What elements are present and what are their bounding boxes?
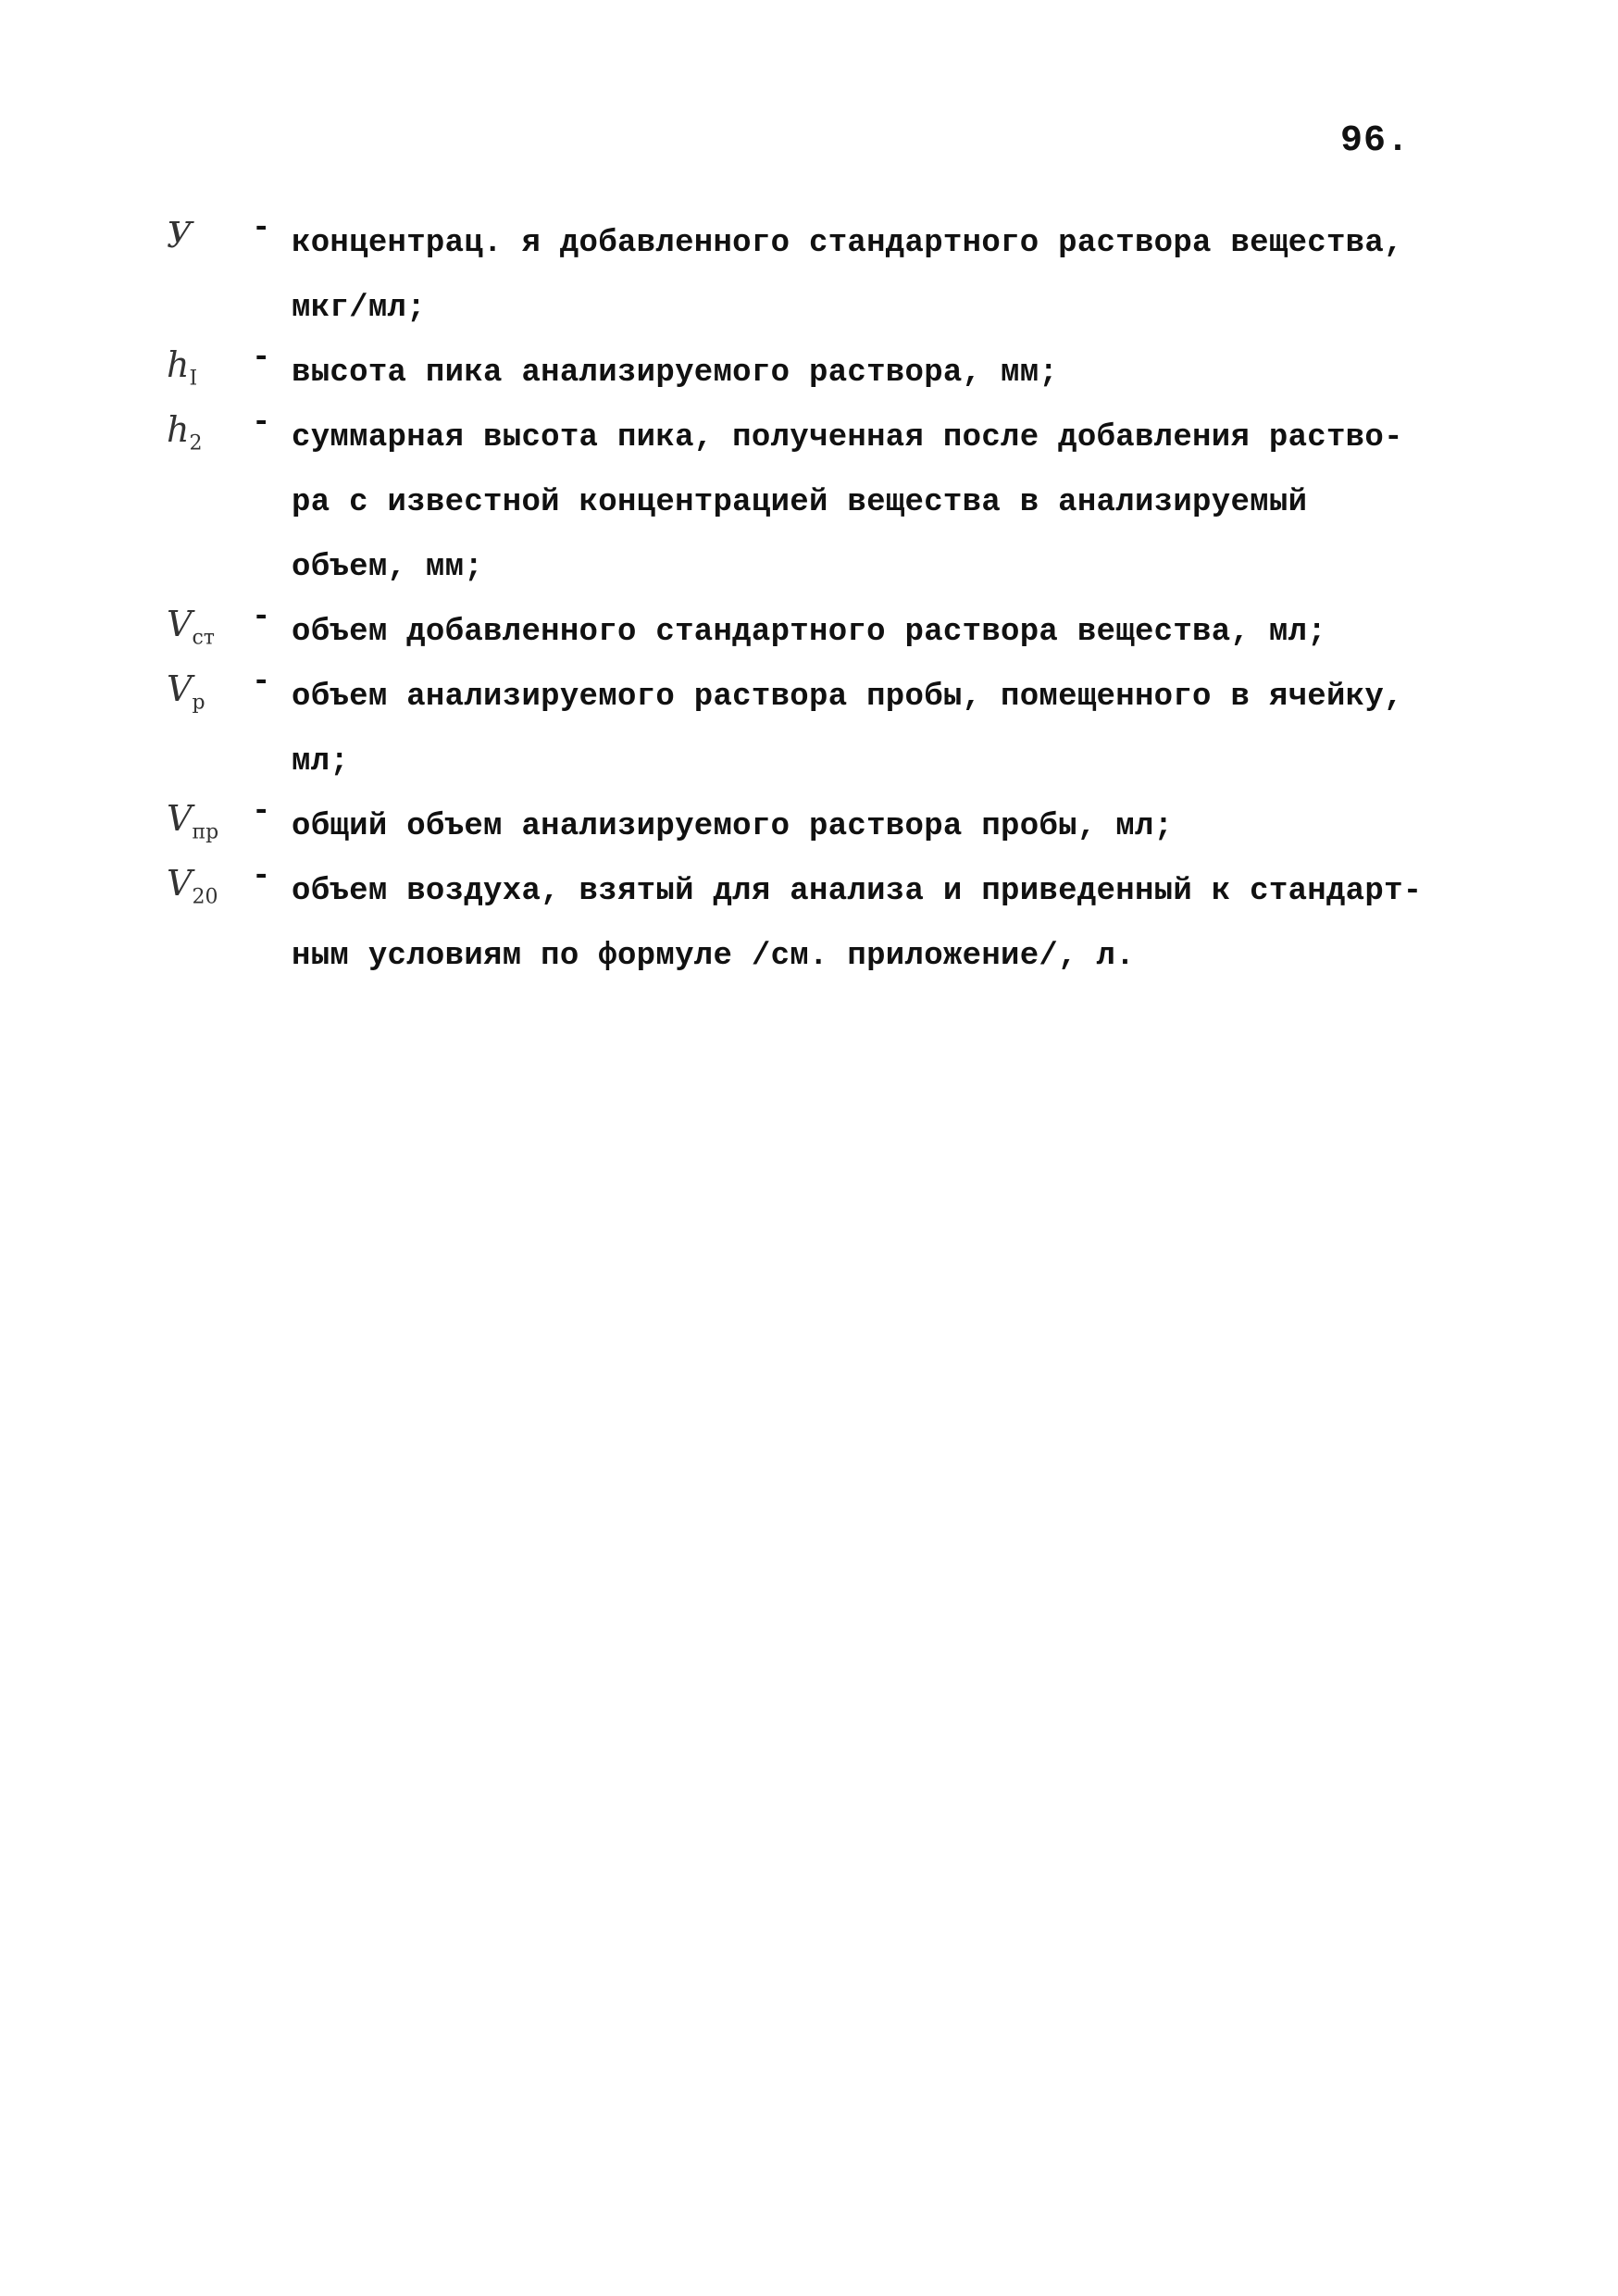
- legend-entry: [167, 600, 1462, 665]
- legend-symbol: У: [167, 215, 193, 256]
- legend-description: суммарная высота пика, полученная после добавления раство- ра с известной концентрацией вещества в анализируемый объем, мм;: [292, 420, 1403, 585]
- legend-dash: -: [252, 600, 271, 635]
- legend-dash: -: [252, 665, 271, 700]
- legend-symbol: $h_I$: [167, 344, 198, 391]
- legend-dash: -: [252, 794, 271, 830]
- legend-entry: [167, 341, 1462, 406]
- legend-symbol: $h_2$: [167, 409, 203, 455]
- legend-entry: [167, 859, 1462, 989]
- legend-entry: [167, 211, 1462, 341]
- legend-entry: [167, 665, 1462, 794]
- legend-symbol: $V_{ст}$: [167, 604, 215, 650]
- legend-dash: -: [252, 859, 271, 894]
- page-number: 96.: [1340, 120, 1411, 162]
- legend-symbol: $V_р$: [167, 668, 205, 715]
- legend-description: концентрац. я добавленного стандартного раствора вещества, мкг/мл;: [292, 226, 1403, 326]
- legend-symbol: $V_{пр}$: [167, 798, 219, 844]
- symbol-legend: [167, 211, 1462, 989]
- legend-symbol: $V_{20}$: [167, 863, 218, 909]
- legend-description: общий объем анализируемого раствора пробы, мл;: [292, 809, 1174, 844]
- legend-description: объем анализируемого раствора пробы, помещенного в ячейку, мл;: [292, 680, 1403, 780]
- legend-description: объем добавленного стандартного раствора вещества, мл;: [292, 615, 1326, 650]
- legend-entry: [167, 794, 1462, 859]
- legend-dash: -: [252, 406, 271, 441]
- legend-dash: -: [252, 341, 271, 376]
- legend-description: объем воздуха, взятый для анализа и приведенный к стандарт- ным условиям по формуле /см. приложение/, л.: [292, 874, 1423, 974]
- legend-entry: [167, 406, 1462, 600]
- legend-dash: -: [252, 211, 271, 246]
- legend-description: высота пика анализируемого раствора, мм;: [292, 356, 1059, 391]
